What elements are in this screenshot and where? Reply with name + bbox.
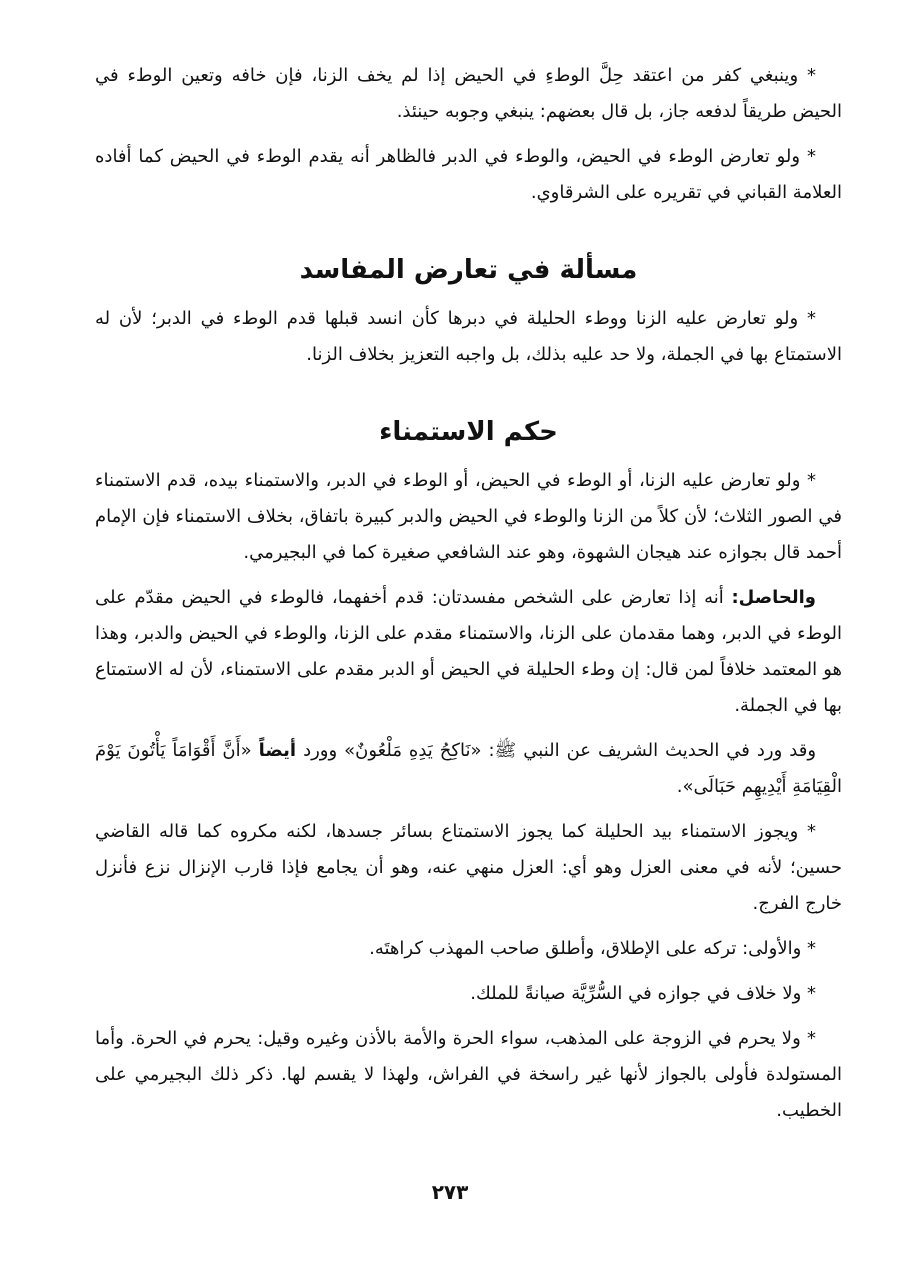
paragraph-concubine: * ولا خلاف في جوازه في السُّرِّيَّة صيانةً للملك. bbox=[470, 983, 816, 1004]
section-heading-conflicting-harms: مسألة في تعارض المفاسد bbox=[299, 255, 638, 285]
paragraph-menstruation-vs-anal: * ولو تعارض الوطء في الحيض، والوطء في الدبر فالظاهر أنه يقدم الوطء في الحيض كما أفاده العلامة القباني في تقريره على الشرقاوي. bbox=[95, 146, 842, 203]
paragraph-hadith bbox=[95, 733, 842, 805]
paragraph-masturbation-precedence: * ولو تعارض عليه الزنا، أو الوطء في الحيض، أو الوطء في الدبر، والاستمناء بيده، قدم الاستمناء في الصور الثلاث؛ لأن كلاً من الزنا والوطء في الحيض والدبر كبيرة باتفاق، بخلاف الاستمناء فإن الإمام أحمد قال بجوازه عند هيجان الشهوة، وهو عند الشافعي صغيرة كما في البجيرمي. bbox=[95, 470, 842, 563]
page-number: ٢٧٣ bbox=[431, 1180, 469, 1204]
summary-text: أنه إذا تعارض على الشخص مفسدتان: قدم أخفهما، فالوطء في الحيض مقدّم على الوطء في الدبر، وهما مقدمان على الزنا، والاستمناء مقدم على الزنا، والوطء في الحيض والدبر، وهذا هو المعتمد خلافاً لمن قال: إن وطء الحليلة في الحيض أو الدبر مقدم على الاستمناء، لأن له الاستمتاع بها في الجملة. bbox=[95, 587, 842, 716]
paragraph-wife-ruling: * ولا يحرم في الزوجة على المذهب، سواء الحرة والأمة بالأذن وغيره وقيل: يحرم في الحرة. وأما المستولدة فأولى بالجواز لأنها غير راسخة في الفراش، ولهذا لا يقسم لها. ذكر ذلك البجيرمي على الخطيب. bbox=[95, 1028, 842, 1121]
summary-lead-word: والحاصل: bbox=[731, 587, 816, 608]
paragraph-preferable: * والأولى: تركه على الإطلاق، وأطلق صاحب المهذب كراهتَه. bbox=[369, 938, 816, 959]
paragraph-summary bbox=[95, 580, 842, 724]
page-body bbox=[95, 58, 842, 1138]
paragraph-menstruation-ruling: * وينبغي كفر من اعتقد حِلَّ الوطءِ في الحيض إذا لم يخف الزنا، فإن خافه وتعين الوطء في الحيض طريقاً لدفعه جاز، بل قال بعضهم: ينبغي وجوبه حينئذ. bbox=[95, 65, 842, 122]
section-heading-masturbation-ruling: حكم الاستمناء bbox=[379, 417, 558, 447]
hadith-connector: وورد bbox=[296, 740, 345, 761]
hadith-quote-1: «نَاكِحُ يَدِهِ مَلْعُونٌ» bbox=[344, 740, 482, 761]
hadith-space bbox=[252, 740, 259, 761]
hadith-intro: وقد ورد في الحديث الشريف عن النبي ﷺ: bbox=[481, 740, 817, 761]
hadith-quote-2: «أَنَّ أَقْوَامَاً يَأْتُونَ يَوْمَ الْقِيَامَةِ أَيْدِيهِم حَبَالَى» bbox=[95, 740, 842, 797]
paragraph-spouse-hand: * ويجوز الاستمناء بيد الحليلة كما يجوز الاستمتاع بسائر جسدها، لكنه مكروه كما قاله القاضي حسين؛ لأنه في معنى العزل وهو أي: العزل منهي عنه، وهو أن يجامع فإذا قارب الإنزال نزع فأنزل خارج الفرج. bbox=[95, 821, 842, 914]
hadith-end: . bbox=[676, 776, 683, 797]
paragraph-zina-vs-anal: * ولو تعارض عليه الزنا ووطء الحليلة في دبرها كأن انسد قبلها قدم الوطء في الدبر؛ لأن له الاستمتاع بها في الجملة، ولا حد عليه بذلك، بل واجبه التعزيز بخلاف الزنا. bbox=[95, 308, 842, 365]
hadith-also-word: أيضاً bbox=[258, 740, 297, 761]
